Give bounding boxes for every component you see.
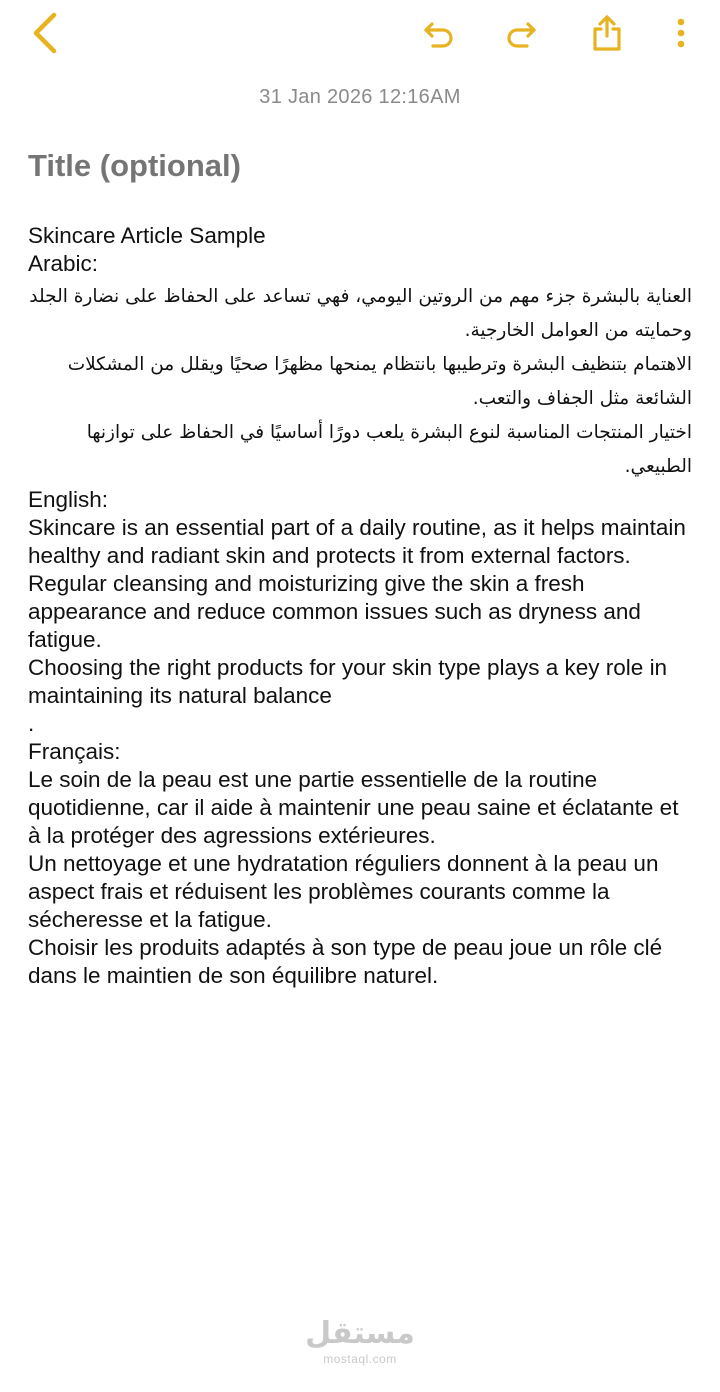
undo-icon bbox=[423, 18, 455, 48]
english-paragraph: Regular cleansing and moisturizing give the skin a fresh appearance and reduce common issues such as dryness and fatigue. bbox=[28, 571, 641, 652]
note-heading: Skincare Article Sample bbox=[28, 223, 266, 248]
english-paragraph: Skincare is an essential part of a daily routine, as it helps maintain healthy and radiant skin and protects it from external factors. bbox=[28, 515, 686, 568]
arabic-paragraph: الاهتمام بتنظيف البشرة وترطيبها بانتظام يمنحها مظهرًا صحيًا ويقلل من المشكلات الشائعة مثل الجفاف والتعب. bbox=[67, 354, 692, 409]
back-button[interactable] bbox=[20, 8, 70, 58]
french-paragraph: Choisir les produits adaptés à son type de peau joue un rôle clé dans le maintien de son équilibre naturel. bbox=[28, 935, 663, 988]
note-timestamp: 31 Jan 2026 12:16AM bbox=[259, 86, 461, 108]
arabic-text-block bbox=[28, 280, 692, 484]
french-section-label: Français: bbox=[28, 739, 121, 764]
chevron-left-icon bbox=[30, 11, 60, 55]
redo-icon bbox=[505, 18, 537, 48]
note-toolbar bbox=[0, 0, 720, 70]
arabic-paragraph: العناية بالبشرة جزء مهم من الروتين اليومي، فهي تساعد على الحفاظ على نضارة الجلد وحمايته من العوامل الخارجية. bbox=[29, 286, 692, 341]
english-paragraph: . bbox=[28, 711, 35, 736]
share-icon bbox=[591, 14, 623, 52]
watermark-latin: mostaql.com bbox=[323, 1352, 397, 1366]
more-options-button[interactable] bbox=[656, 8, 706, 58]
watermark-logo bbox=[0, 1316, 720, 1366]
note-body[interactable] bbox=[28, 222, 692, 990]
title-input[interactable] bbox=[28, 148, 692, 184]
redo-button[interactable] bbox=[496, 8, 546, 58]
share-button[interactable] bbox=[582, 8, 632, 58]
watermark-arabic: مستقل bbox=[305, 1316, 415, 1351]
arabic-paragraph: اختيار المنتجات المناسبة لنوع البشرة يلعب دورًا أساسيًا في الحفاظ على توازنها الطبيعي. bbox=[86, 422, 692, 477]
french-paragraph: Le soin de la peau est une partie essentielle de la routine quotidienne, car il aide à maintenir une peau saine et éclatante et à la protéger des agressions extérieures. bbox=[28, 767, 679, 848]
more-vertical-icon bbox=[676, 17, 686, 49]
french-paragraph: Un nettoyage et une hydratation réguliers donnent à la peau un aspect frais et réduisent les problèmes courants comme la sécheresse et la fatigue. bbox=[28, 851, 659, 932]
undo-button[interactable] bbox=[414, 8, 464, 58]
english-section-label: English: bbox=[28, 487, 109, 512]
arabic-section-label: Arabic: bbox=[28, 251, 99, 276]
english-paragraph: Choosing the right products for your skin type plays a key role in maintaining its natural balance bbox=[28, 655, 668, 708]
